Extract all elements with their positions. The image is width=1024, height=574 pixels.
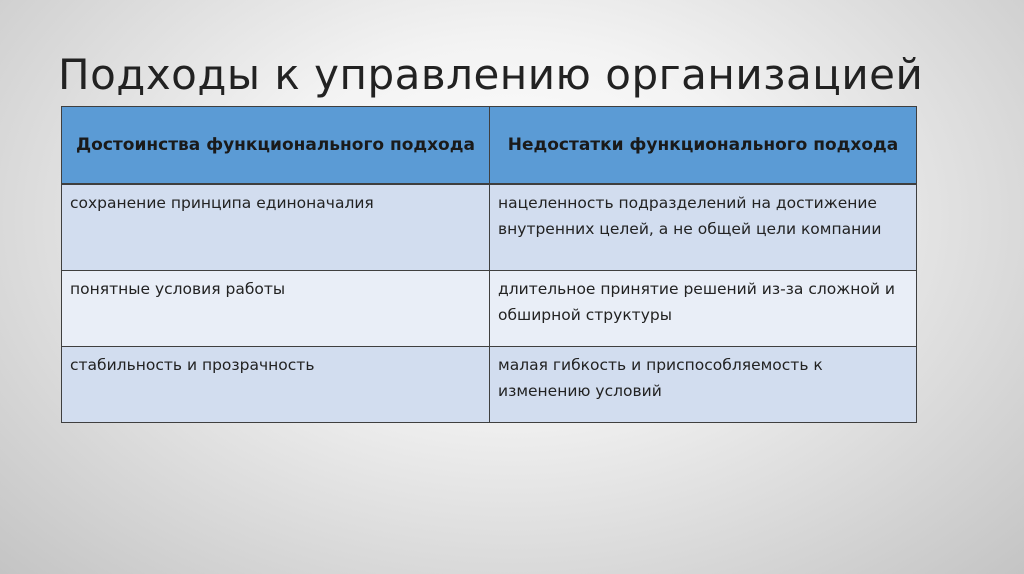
table-row bbox=[62, 347, 917, 423]
advantage-cell: стабильность и прозрачность bbox=[62, 347, 490, 423]
table-row bbox=[62, 271, 917, 347]
header-advantages: Достоинства функционального подхода bbox=[62, 107, 490, 185]
table-row bbox=[62, 184, 917, 271]
advantage-cell: понятные условия работы bbox=[62, 271, 490, 347]
disadvantage-cell: длительное принятие решений из-за сложной и обширной структуры bbox=[490, 271, 917, 347]
header-disadvantages: Недостатки функционального подхода bbox=[490, 107, 917, 185]
slide-title: Подходы к управлению организацией bbox=[58, 50, 924, 100]
comparison-table bbox=[61, 106, 917, 423]
disadvantage-cell: малая гибкость и приспособляемость к изменению условий bbox=[490, 347, 917, 423]
table-header-row bbox=[62, 107, 917, 185]
advantage-cell: сохранение принципа единоначалия bbox=[62, 184, 490, 271]
disadvantage-cell: нацеленность подразделений на достижение внутренних целей, а не общей цели компании bbox=[490, 184, 917, 271]
